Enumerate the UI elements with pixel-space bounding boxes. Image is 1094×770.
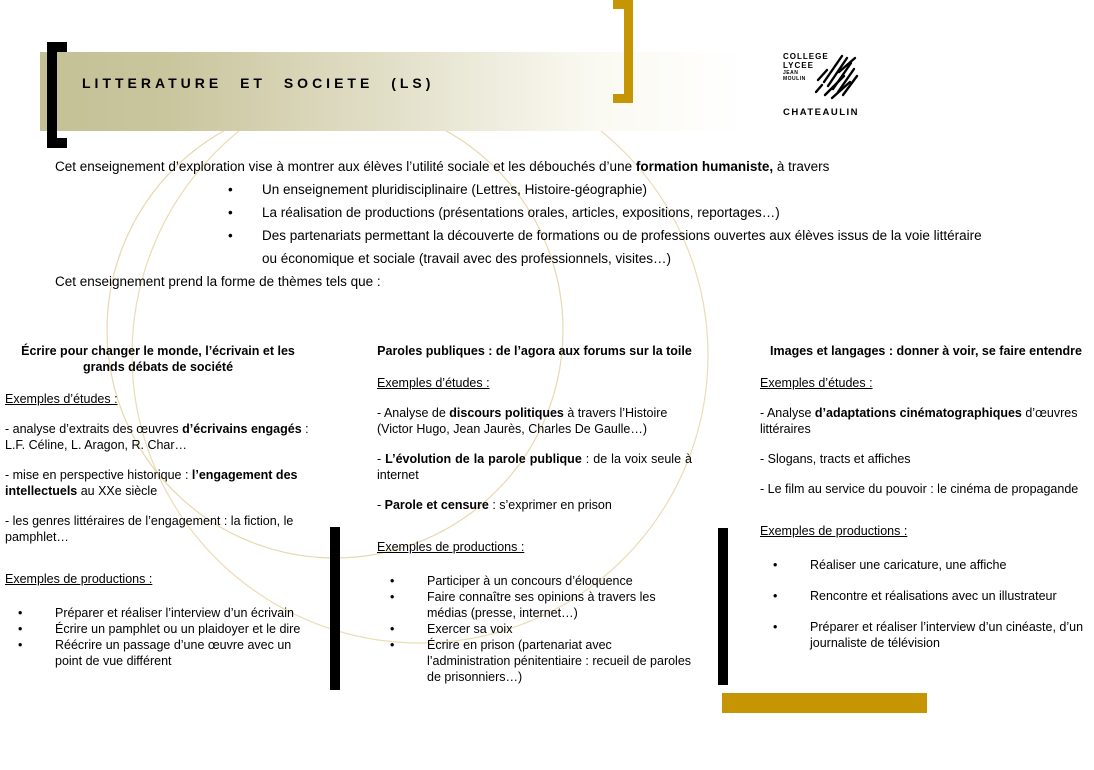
productions-label: Exemples de productions : <box>377 540 525 554</box>
text: - les genres littéraires de l’engagement : la fiction, le pamphlet… <box>5 514 294 544</box>
study-item <box>760 481 1092 497</box>
logo-line-moulin: MOULIN <box>783 76 806 82</box>
logo-line-college: COLLEGE <box>783 52 829 61</box>
text: Cet enseignement d’exploration vise à montrer aux élèves l’utilité sociale et les débouchés d’une <box>55 159 636 174</box>
text: au XXe siècle <box>77 484 158 498</box>
study-item <box>377 405 692 437</box>
study-item <box>5 513 311 545</box>
study-item <box>377 497 692 513</box>
productions-list <box>377 573 692 685</box>
theme-column-1 <box>5 343 311 669</box>
logo-city: CHATEAULIN <box>783 107 860 118</box>
divider-bar-gold <box>722 693 927 713</box>
production-item: • Préparer et réaliser l’interview d’un cinéaste, d’un journaliste de télévision <box>760 619 1092 651</box>
intro-bullet: • La réalisation de productions (présentations orales, articles, expositions, reportages…) <box>55 201 1087 224</box>
intro-closing: Cet enseignement prend la forme de thèmes tels que : <box>55 274 381 289</box>
text: : s’exprimer en prison <box>488 498 612 512</box>
production-item: • Faire connaître ses opinions à travers les médias (presse, internet…) <box>377 589 692 621</box>
studies-label: Exemples d’études : <box>377 376 490 390</box>
productions-list <box>5 605 311 669</box>
study-item <box>5 421 311 453</box>
intro-bullet: • Des partenariats permettant la découverte de formations ou de professions ouvertes aux élèves issus de la voie littéraire <box>55 224 1087 247</box>
study-item <box>760 451 1092 467</box>
text: - mise en perspective historique : <box>5 468 192 482</box>
right-bracket-decoration <box>613 0 633 103</box>
productions-list <box>760 557 1092 651</box>
study-item <box>5 467 311 499</box>
text: à travers <box>773 159 830 174</box>
productions-label: Exemples de productions : <box>760 524 908 538</box>
divider-bar-black-1 <box>330 527 340 690</box>
bold-text: l’engagement des intellectuels <box>5 468 298 498</box>
left-bracket-decoration <box>47 42 67 148</box>
text: - Le film au service du pouvoir : le cinéma de propagande <box>760 482 1079 496</box>
production-item: • Réécrire un passage d’une œuvre avec un point de vue différent <box>5 637 311 669</box>
bold-text: d’adaptations cinématographiques <box>814 406 1022 420</box>
studies-label: Exemples d’études : <box>760 376 873 390</box>
logo-line-lycee: LYCEE <box>783 61 814 70</box>
theme-title: Images et langages : donner à voir, se faire entendre <box>770 344 1082 358</box>
bold-text: Parole et censure <box>384 498 489 512</box>
bold-text: d’écrivains engagés <box>182 422 302 436</box>
text: à travers l’Histoire (Victor Hugo, Jean Jaurès, Charles De Gaulle…) <box>377 406 668 436</box>
text: : de la voix seule à internet <box>377 452 692 482</box>
bold-text: formation humaniste, <box>635 159 774 174</box>
studies-label: Exemples d’études : <box>5 392 118 406</box>
school-logo <box>783 52 878 118</box>
text: - <box>377 498 385 512</box>
theme-column-3 <box>760 343 1092 666</box>
intro-section <box>55 155 1087 293</box>
text: - Analyse <box>760 406 815 420</box>
intro-bullet-list <box>55 178 1087 247</box>
divider-bar-black-2 <box>718 528 728 685</box>
text: - analyse d’extraits des œuvres <box>5 422 183 436</box>
text: - Slogans, tracts et affiches <box>760 452 911 466</box>
productions-label: Exemples de productions : <box>5 572 153 586</box>
production-item: • Préparer et réaliser l’interview d’un écrivain <box>5 605 311 621</box>
bold-text: discours politiques <box>449 406 564 420</box>
production-item: • Écrire un pamphlet ou un plaidoyer et le dire <box>5 621 311 637</box>
production-item: • Réaliser une caricature, une affiche <box>760 557 1092 573</box>
theme-title: Écrire pour changer le monde, l’écrivain et les grands débats de société <box>21 344 295 374</box>
text: : L.F. Céline, L. Aragon, R. Char… <box>5 422 309 452</box>
study-item <box>760 405 1092 437</box>
theme-column-2 <box>377 343 692 685</box>
intro-lead <box>55 155 1087 178</box>
bold-text: L’évolution de la parole publique <box>385 452 582 466</box>
logo-line-jean: JEAN <box>783 70 799 76</box>
portrait-sketch-icon <box>812 54 862 100</box>
text: d’œuvres littéraires <box>760 406 1078 436</box>
text: - <box>377 452 386 466</box>
production-item: • Écrire en prison (partenariat avec l’administration pénitentiaire : recueil de paroles de prisonniers…) <box>377 637 692 685</box>
page-title: LITTERATURE ET SOCIETE (LS) <box>82 75 435 91</box>
intro-bullet: • Un enseignement pluridisciplinaire (Lettres, Histoire-géographie) <box>55 178 1087 201</box>
production-item: • Exercer sa voix <box>377 621 692 637</box>
production-item: • Rencontre et réalisations avec un illustrateur <box>760 588 1092 604</box>
study-item <box>377 451 692 483</box>
intro-bullet-continuation: ou économique et sociale (travail avec des professionnels, visites…) <box>262 251 671 266</box>
title-banner <box>40 52 745 131</box>
text: - Analyse de <box>377 406 450 420</box>
theme-title: Paroles publiques : de l’agora aux forums sur la toile <box>377 344 692 358</box>
production-item: • Participer à un concours d’éloquence <box>377 573 692 589</box>
